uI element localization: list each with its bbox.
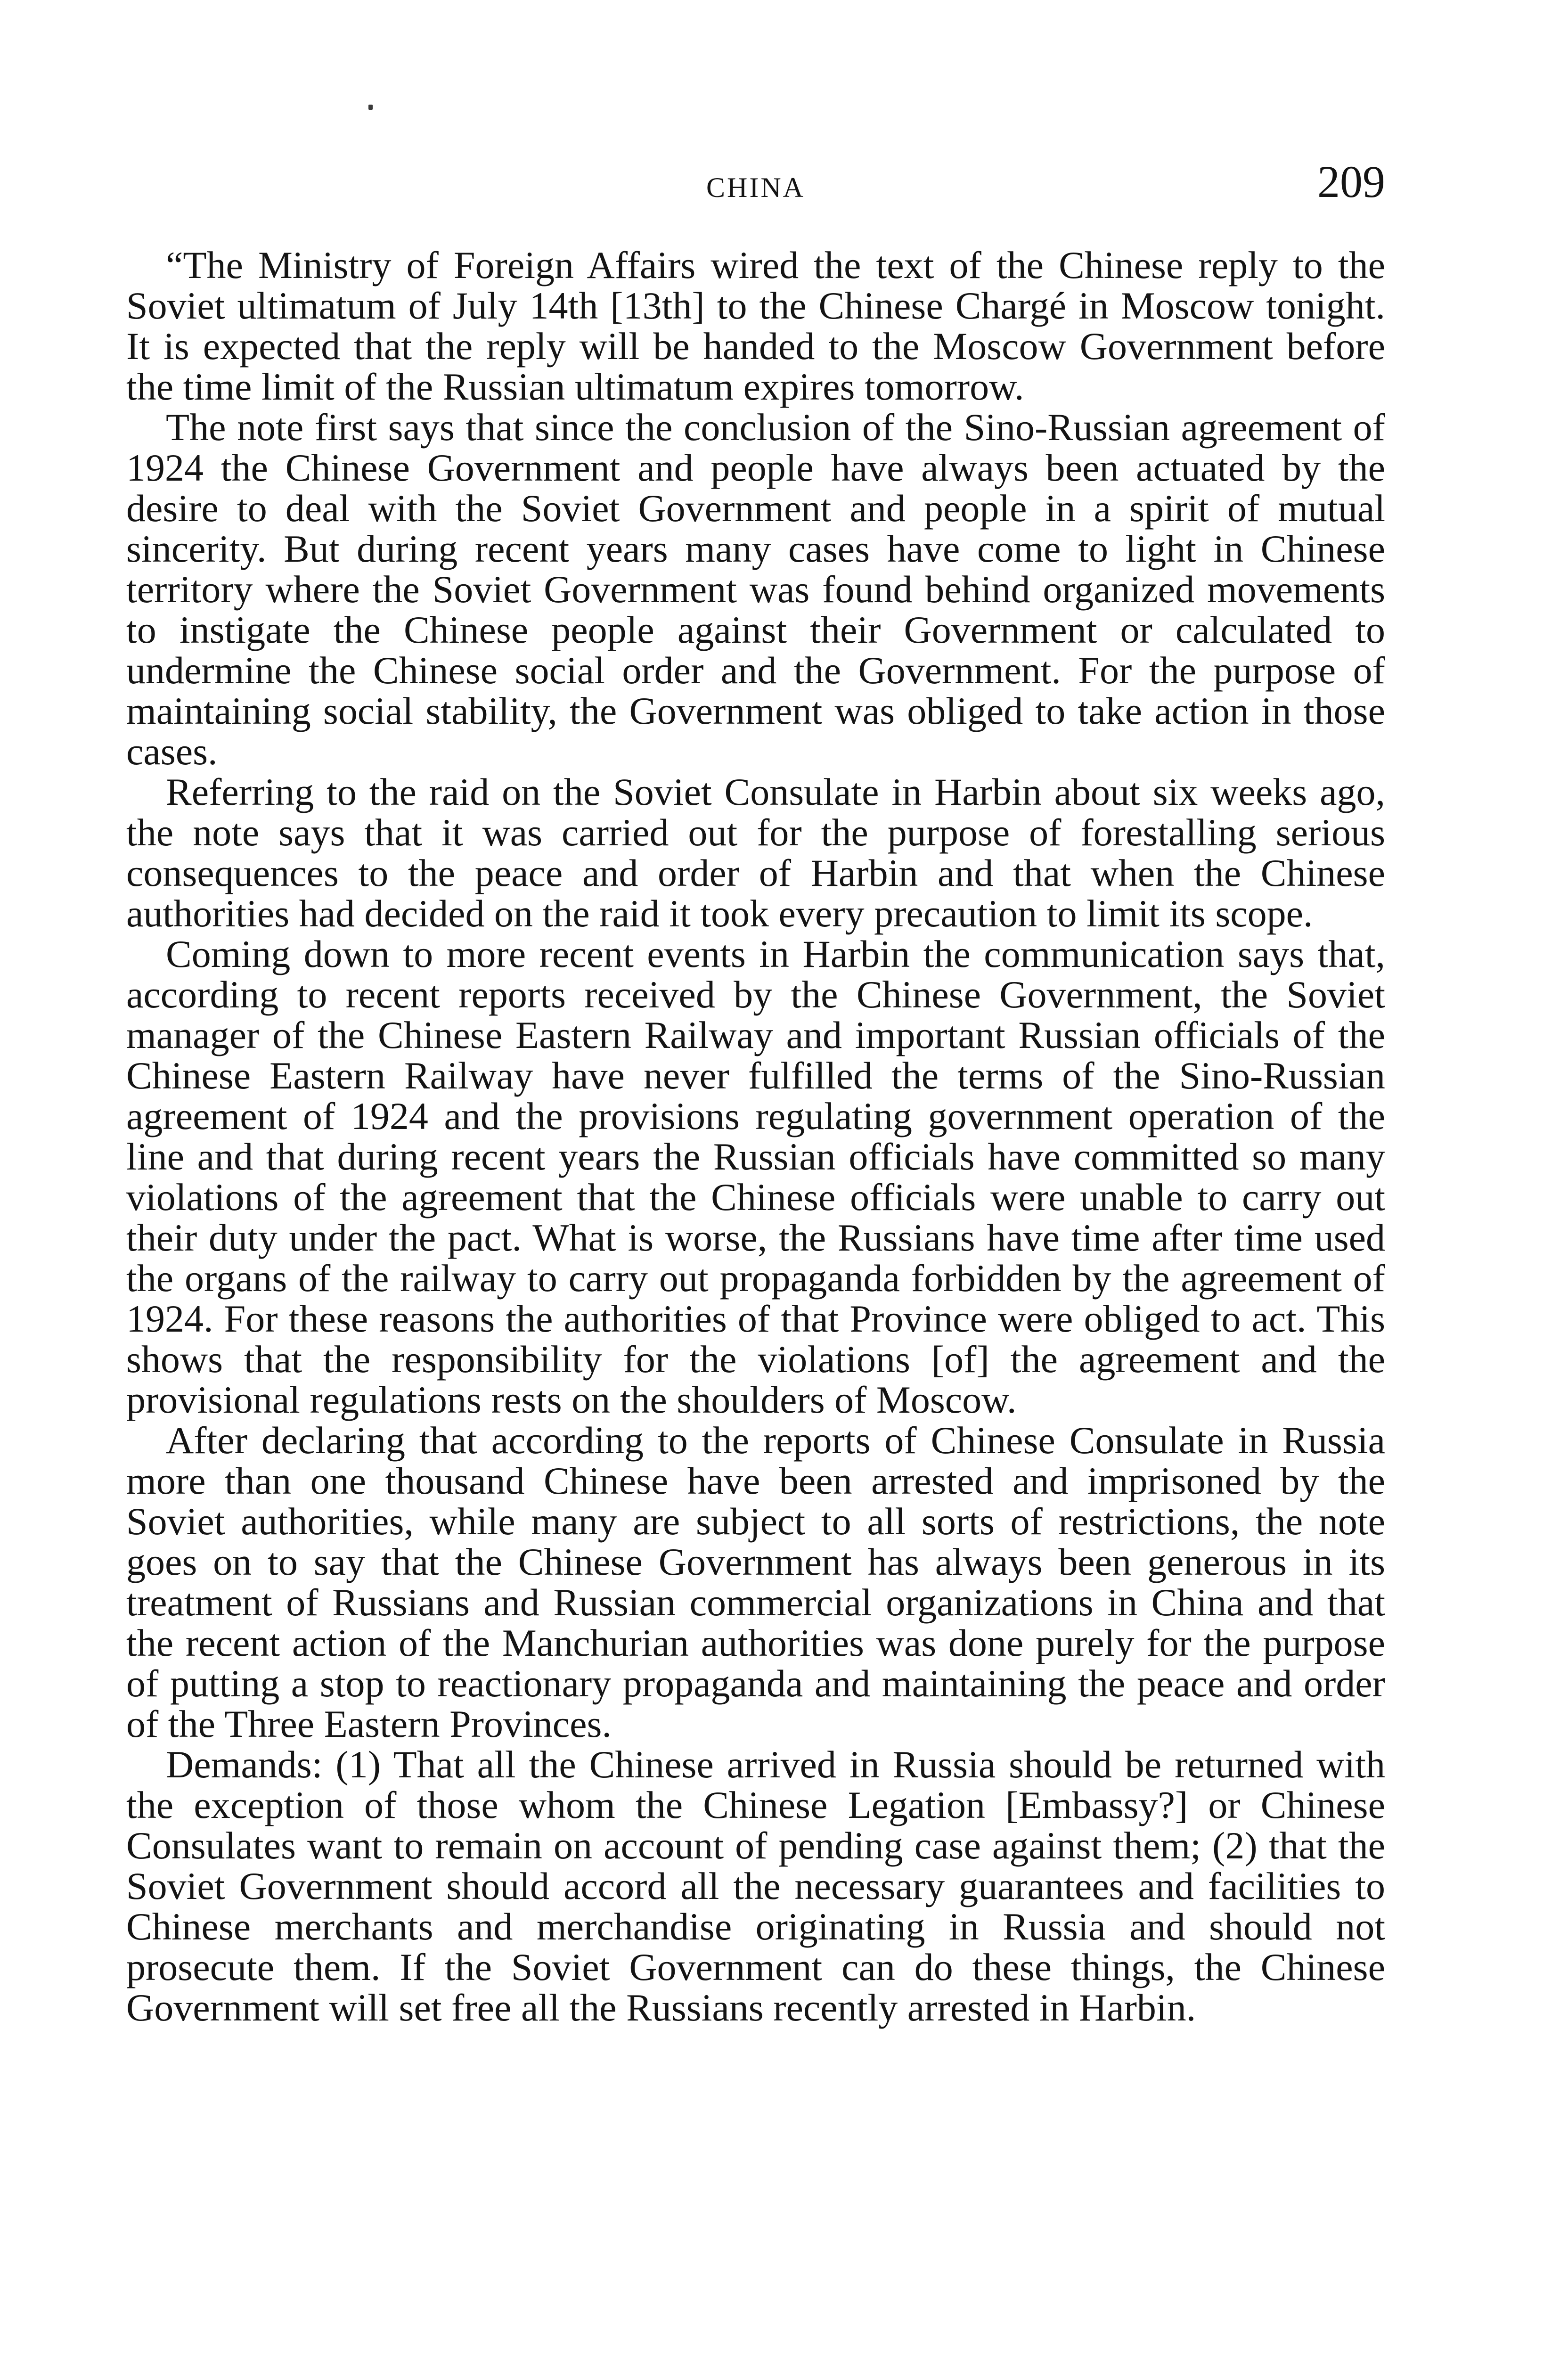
paragraph-4: Coming down to more recent events in Harbin the communication says that, according to recent reports received by the Chinese Government, the Soviet manager of the Chinese Eastern Railway and important Russian officials of the Chinese Eastern Railway have never fulfilled the terms of the Sino-Russian agreement of 1924 and the provisions regulating government operation of the line and that during recent years the Russian officials have committed so many violations of the agreement that the Chinese officials were unable to carry out their duty under the pact. What is worse, the Russians have time after time used the organs of the railway to carry out propaganda forbidden by the agreement of 1924. For these reasons the authorities of that Province were obliged to act. This shows that the responsibility for the violations [of] the agreement and the provisional regulations rests on the shoulders of Moscow. [126,933,1385,1421]
paragraph-2: The note first says that since the conclusion of the Sino-Russian agreement of 1924 the Chinese Government and people have always been actuated by the desire to deal with the Soviet Government and people in a spirit of mutual sincerity. But during recent years many cases have come to light in Chinese territory where the Soviet Government was found behind organized movements to instigate the Chinese people against their Government or calculated to undermine the Chinese social order and the Government. For the purpose of maintaining social stability, the Government was obliged to take action in those cases. [126,406,1385,773]
paragraph-1: “The Ministry of Foreign Affairs wired the text of the Chinese reply to the Soviet ultimatum of July 14th [13th] to the Chinese Chargé in Moscow tonight. It is expected that the reply will be handed to the Moscow Government before the time limit of the Russian ultimatum expires tomorrow. [126,244,1385,408]
paragraph-6: Demands: (1) That all the Chinese arrived in Russia should be returned with the exception of those whom the Chinese Legation [Embassy?] or Chinese Consulates want to remain on account of pending case against them; (2) that the Soviet Government should accord all the necessary guarantees and facilities to Chinese merchants and merchandise originating in Russia and should not prosecute them. If the Soviet Government can do these things, the Chinese Government will set free all the Russians recently arrested in Harbin. [126,1743,1385,2029]
running-head: CHINA [706,172,805,203]
page-header [126,155,1385,212]
stray-mark [368,105,373,110]
paragraph-5: After declaring that according to the reports of Chinese Consulate in Russia more than one thousand Chinese have been arrested and imprisoned by the Soviet authorities, while many are subject to all sorts of restrictions, the note goes on to say that the Chinese Government has always been generous in its treatment of Russians and Russian commercial organizations in China and that the recent action of the Manchurian authorities was done purely for the purpose of putting a stop to reactionary propaganda and maintaining the peace and order of the Three Eastern Provinces. [126,1419,1385,1745]
page-number: 209 [1317,156,1385,207]
paragraph-3: Referring to the raid on the Soviet Consulate in Harbin about six weeks ago, the note says that it was carried out for the purpose of forestalling serious consequences to the peace and order of Harbin and that when the Chinese authorities had decided on the raid it took every precaution to limit its scope. [126,770,1385,935]
body-text [126,245,1385,2028]
